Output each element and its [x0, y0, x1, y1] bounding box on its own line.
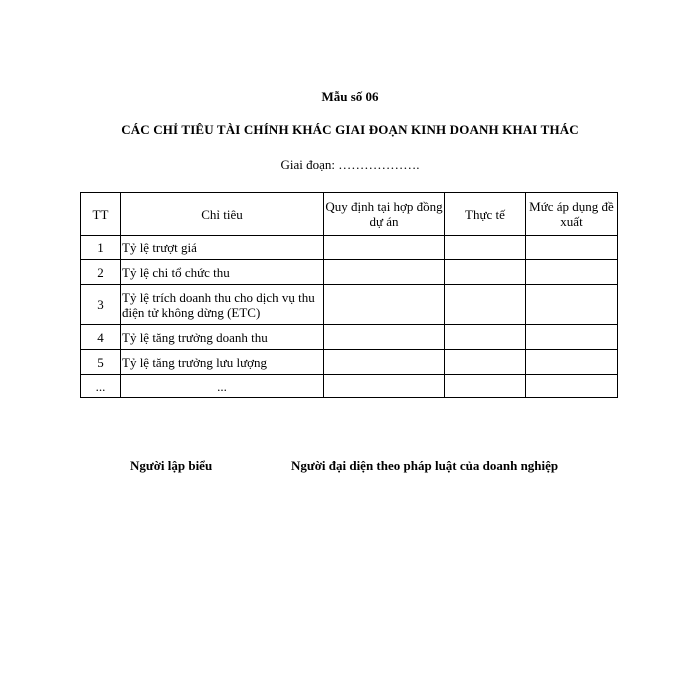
row-number: 5 [81, 350, 121, 375]
proposed-value-cell [526, 236, 618, 260]
column-header-indicator: Chỉ tiêu [121, 193, 324, 236]
contract-value-cell [324, 350, 445, 375]
proposed-value-cell [526, 325, 618, 350]
legal-representative-signature-label: Người đại diện theo pháp luật của doanh nghiệp [291, 458, 559, 473]
actual-value-cell [445, 260, 526, 285]
row-number: 4 [81, 325, 121, 350]
period-line: Giai đoạn: ………………. [280, 157, 420, 172]
actual-value-cell [445, 375, 526, 398]
contract-value-cell [324, 236, 445, 260]
row-number: 2 [81, 260, 121, 285]
row-number: ... [81, 375, 121, 398]
indicator-name: Tỷ lệ trích doanh thu cho dịch vụ thu điện tử không dừng (ETC) [121, 285, 324, 325]
proposed-value-cell [526, 375, 618, 398]
row-number: 1 [81, 236, 121, 260]
actual-value-cell [445, 236, 526, 260]
proposed-value-cell [526, 260, 618, 285]
row-number: 3 [81, 285, 121, 325]
indicators-table [80, 192, 618, 398]
actual-value-cell [445, 285, 526, 325]
table-row [81, 285, 618, 325]
table-row [81, 260, 618, 285]
actual-value-cell [445, 350, 526, 375]
actual-value-cell [445, 325, 526, 350]
indicator-name: ... [121, 375, 324, 398]
column-header-tt: TT [81, 193, 121, 236]
indicator-name: Tỷ lệ tăng trưởng doanh thu [121, 325, 324, 350]
proposed-value-cell [526, 285, 618, 325]
table-header-row [81, 193, 618, 236]
table-row [81, 236, 618, 260]
form-number: Mẫu số 06 [321, 89, 379, 104]
column-header-contract: Quy định tại hợp đồng dự án [324, 193, 445, 236]
document-title: CÁC CHỈ TIÊU TÀI CHÍNH KHÁC GIAI ĐOẠN KINH DOANH KHAI THÁC [121, 122, 579, 137]
table-row [81, 375, 618, 398]
indicator-name: Tỷ lệ chi tổ chức thu [121, 260, 324, 285]
column-header-actual: Thực tế [445, 193, 526, 236]
contract-value-cell [324, 325, 445, 350]
column-header-proposed: Mức áp dụng đề xuất [526, 193, 618, 236]
table-row [81, 350, 618, 375]
contract-value-cell [324, 375, 445, 398]
contract-value-cell [324, 285, 445, 325]
preparer-signature-label: Người lập biểu [130, 458, 213, 473]
indicator-name: Tỷ lệ tăng trưởng lưu lượng [121, 350, 324, 375]
table-row [81, 325, 618, 350]
proposed-value-cell [526, 350, 618, 375]
indicator-name: Tỷ lệ trượt giá [121, 236, 324, 260]
contract-value-cell [324, 260, 445, 285]
